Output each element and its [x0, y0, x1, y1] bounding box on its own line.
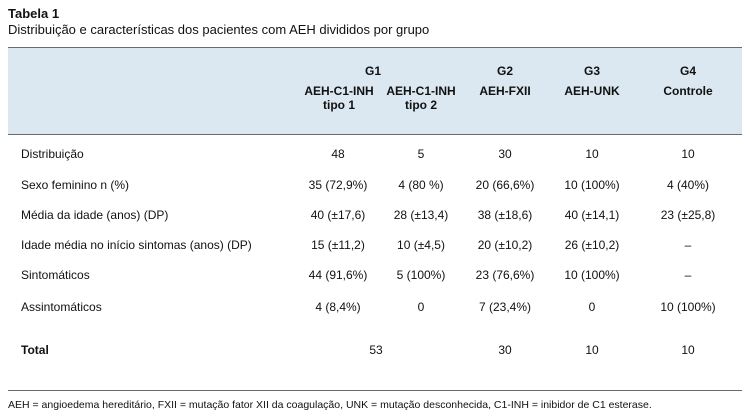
total-label: Total — [21, 343, 49, 357]
cell-controle: 10 (100%) — [660, 300, 716, 314]
total-g3: 10 — [585, 343, 599, 357]
cell-aeh-fxii: 38 (±18,6) — [477, 208, 533, 222]
table-subtitle: Distribuição e características dos pacientes com AEH divididos por grupo — [8, 22, 430, 37]
table-row — [0, 237, 750, 253]
cell-aeh-c1-inh-tipo1: 40 (±17,6) — [310, 208, 366, 222]
row-label: Distribuição — [21, 147, 84, 161]
cell-controle: 10 — [681, 147, 695, 161]
column-header-line: Controle — [663, 84, 713, 98]
cell-aeh-c1-inh-tipo2: 4 (80 %) — [398, 178, 444, 192]
column-header-line: tipo 1 — [323, 98, 355, 112]
cell-aeh-c1-inh-tipo2: 28 (±13,4) — [393, 208, 449, 222]
group-header-g4: G4 — [679, 64, 696, 78]
cell-aeh-c1-inh-tipo1: 44 (91,6%) — [308, 268, 368, 282]
cell-aeh-fxii: 7 (23,4%) — [478, 300, 532, 314]
cell-controle: – — [684, 268, 692, 282]
cell-aeh-c1-inh-tipo2: 5 — [417, 147, 425, 161]
cell-controle: 23 (±25,8) — [660, 208, 716, 222]
cell-aeh-unk: 40 (±14,1) — [564, 208, 620, 222]
column-header-line: AEH-C1-INH — [304, 84, 374, 98]
total-g2: 30 — [498, 343, 512, 357]
group-header-g3: G3 — [583, 64, 600, 78]
column-header-line: AEH-FXII — [479, 84, 531, 98]
cell-aeh-c1-inh-tipo2: 10 (±4,5) — [397, 238, 445, 252]
cell-aeh-c1-inh-tipo1: 48 — [331, 147, 345, 161]
table-row — [0, 146, 750, 162]
cell-aeh-c1-inh-tipo2: 5 (100%) — [396, 268, 446, 282]
column-header-line: AEH-UNK — [564, 84, 620, 98]
total-g4: 10 — [681, 343, 695, 357]
column-header-line: tipo 2 — [405, 98, 437, 112]
column-header — [638, 84, 738, 98]
column-header-line: AEH-C1-INH — [386, 84, 456, 98]
row-label: Assintomáticos — [21, 300, 102, 314]
total-row — [0, 342, 750, 358]
group-header-g1: G1 — [364, 64, 381, 78]
cell-aeh-fxii: 30 — [498, 147, 512, 161]
cell-aeh-c1-inh-tipo2: 0 — [417, 300, 425, 314]
table-caption — [8, 6, 429, 38]
column-header — [542, 84, 642, 98]
bottom-rule — [8, 390, 742, 391]
cell-aeh-unk: 26 (±10,2) — [564, 238, 620, 252]
table-footnote: AEH = angioedema hereditário, FXII = mutação fator XII da coagulação, UNK = mutação desconhecida, C1-INH = inibidor de C1 esterase. — [8, 399, 652, 411]
column-header — [455, 84, 555, 98]
row-label: Idade média no início sintomas (anos) (DP) — [21, 238, 252, 252]
table-title: Tabela 1 — [8, 6, 60, 21]
table-row — [0, 267, 750, 283]
group-header-g2: G2 — [496, 64, 513, 78]
cell-aeh-unk: 0 — [588, 300, 596, 314]
row-label: Sintomáticos — [21, 268, 90, 282]
cell-aeh-unk: 10 (100%) — [564, 178, 620, 192]
cell-controle: 4 (40%) — [666, 178, 710, 192]
cell-aeh-unk: 10 — [585, 147, 599, 161]
cell-aeh-c1-inh-tipo1: 15 (±11,2) — [311, 238, 365, 252]
header-rule — [8, 134, 742, 135]
cell-aeh-fxii: 23 (76,6%) — [475, 268, 535, 282]
row-label: Média da idade (anos) (DP) — [21, 208, 169, 222]
table-row — [0, 299, 750, 315]
cell-aeh-c1-inh-tipo1: 35 (72,9%) — [308, 178, 368, 192]
cell-aeh-c1-inh-tipo1: 4 (8,4%) — [315, 300, 361, 314]
cell-controle: – — [684, 238, 692, 252]
cell-aeh-unk: 10 (100%) — [564, 268, 620, 282]
total-g1: 53 — [369, 343, 383, 357]
row-label: Sexo feminino n (%) — [21, 178, 130, 192]
table-row — [0, 177, 750, 193]
cell-aeh-fxii: 20 (±10,2) — [477, 238, 533, 252]
table-row — [0, 207, 750, 223]
cell-aeh-fxii: 20 (66,6%) — [475, 178, 535, 192]
